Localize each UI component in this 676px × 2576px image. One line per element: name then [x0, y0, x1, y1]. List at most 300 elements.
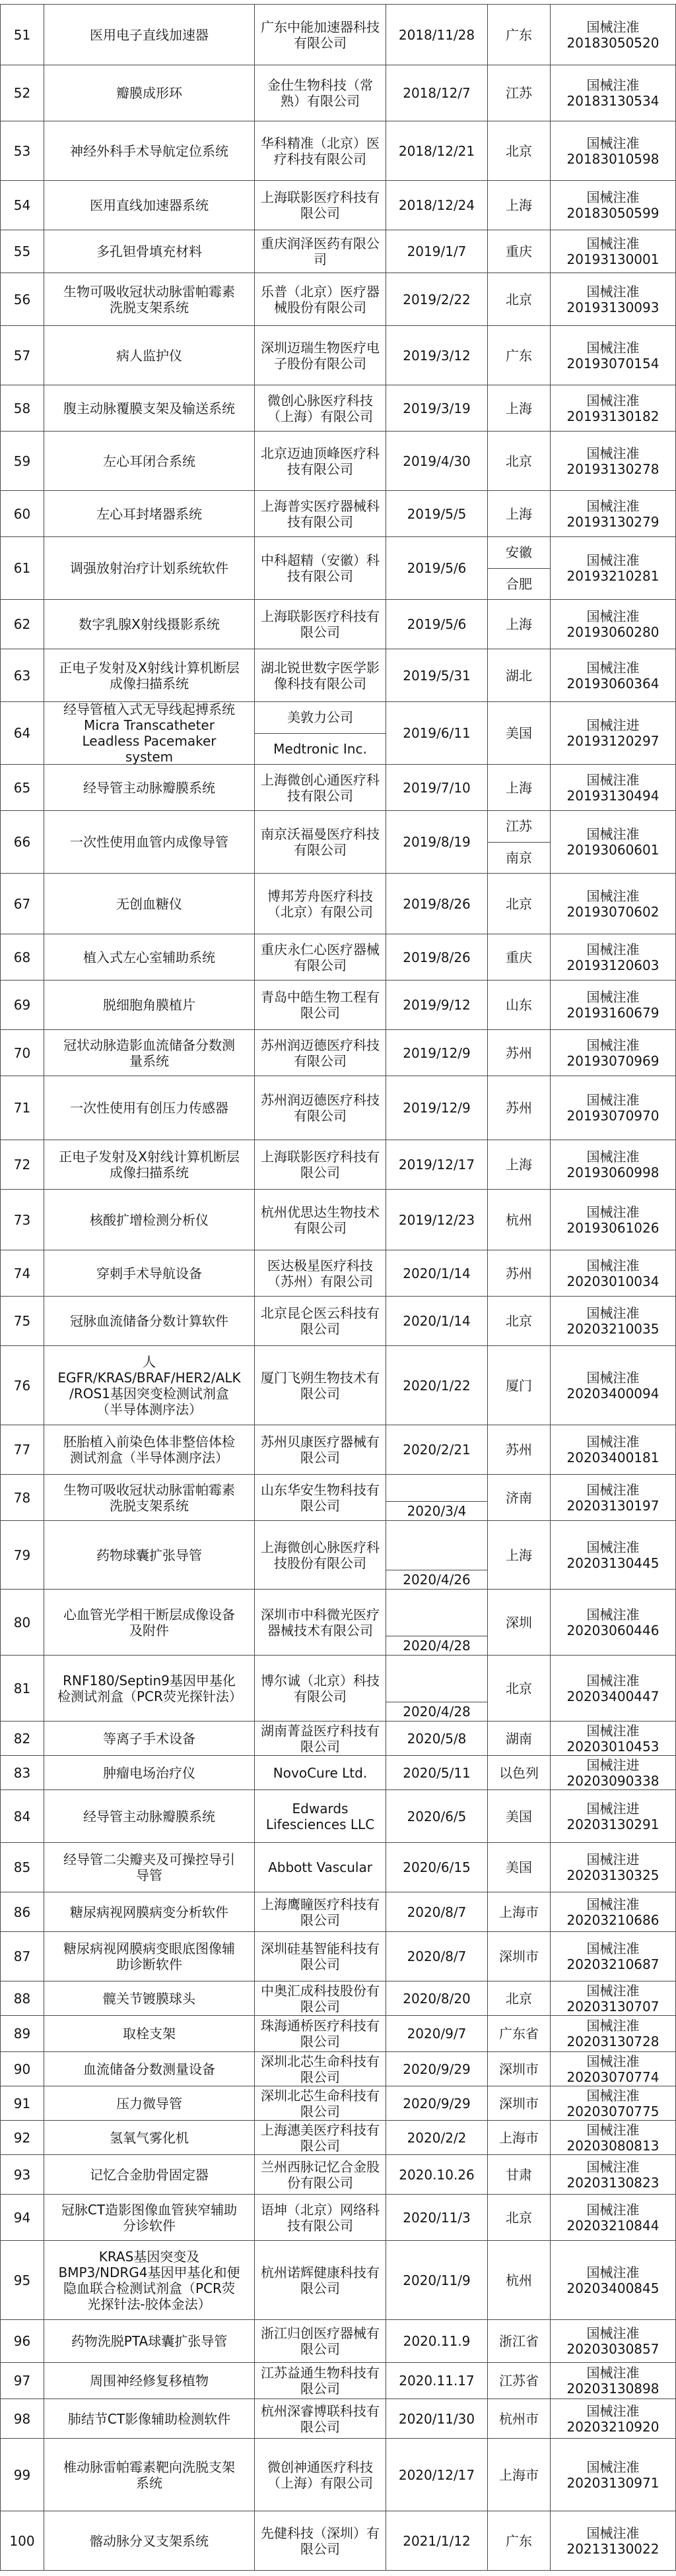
row-number: 98 [0, 2399, 44, 2439]
registration-number [551, 2320, 676, 2363]
registration-number [551, 1076, 676, 1140]
table-row [0, 1790, 676, 1843]
registration-number [551, 65, 676, 121]
company-name: 上海潓美医疗科技有限公司 [255, 2121, 386, 2155]
table-row [0, 1030, 676, 1076]
product-name: 一次性使用有创压力传感器 [44, 1076, 255, 1140]
registration-code: 20203210687 [566, 1956, 659, 1972]
registration-number [551, 1981, 676, 2016]
company-name: 华科精准（北京）医疗科技有限公司 [255, 121, 386, 181]
registration-code: 20193070969 [566, 1052, 659, 1069]
location: 山东 [488, 981, 551, 1030]
location: 以色列 [488, 1756, 551, 1790]
location: 北京 [488, 2195, 551, 2241]
company-name: 深圳北芯生命科技有限公司 [255, 2052, 386, 2086]
registration-code: 20203130728 [566, 2034, 659, 2049]
row-number: 73 [0, 1190, 44, 1250]
registration-type: 国械注准 [586, 1434, 640, 1450]
registration-number [551, 1656, 676, 1722]
approval-date-value: 2020/4/26 [386, 1570, 487, 1589]
table-row [0, 649, 676, 702]
registration-type: 国械注准 [586, 18, 640, 35]
location: 北京 [488, 121, 551, 181]
table-row [0, 1756, 676, 1790]
registration-number [551, 1475, 676, 1521]
registration-code: 20193060998 [566, 1165, 659, 1180]
product-name: 正电子发射及X射线计算机断层成像扫描系统 [44, 649, 255, 702]
approval-date: 2020/1/14 [386, 1297, 488, 1346]
registration-number [551, 2399, 676, 2439]
location: 广东 [488, 326, 551, 385]
registration-number [551, 121, 676, 181]
registration-code: 20203130291 [566, 1816, 659, 1832]
registration-type: 国械注准 [586, 2365, 640, 2381]
location: 甘肃 [488, 2155, 551, 2195]
registration-number [551, 2016, 676, 2052]
product-name: 周围神经修复移植物 [44, 2363, 255, 2399]
registration-code: 20203070774 [566, 2069, 659, 2085]
row-number: 60 [0, 491, 44, 537]
row-number: 88 [0, 1981, 44, 2016]
table-row [0, 2052, 676, 2086]
company-name: Edwards Lifesciences LLC [255, 1790, 386, 1843]
row-number: 84 [0, 1790, 44, 1843]
registration-code: 20183050599 [566, 205, 659, 221]
location: 深圳市 [488, 2086, 551, 2121]
registration-code: 20203060446 [566, 1622, 659, 1638]
registration-number [551, 1790, 676, 1843]
row-number: 65 [0, 765, 44, 811]
registration-code: 20203030857 [566, 2341, 659, 2357]
table-row [0, 874, 676, 934]
row-number: 100 [0, 2511, 44, 2571]
product-name-line: Micra Transcatheter Leadless Pacemaker system [82, 717, 217, 765]
company-name: 深圳北芯生命科技有限公司 [255, 2086, 386, 2121]
registration-number [551, 649, 676, 702]
registration-code: 20193130279 [566, 513, 659, 530]
registration-code: 20193130182 [566, 408, 659, 424]
registration-code: 20193120297 [566, 733, 659, 749]
approval-date: 2019/3/19 [386, 385, 488, 432]
row-number: 58 [0, 385, 44, 432]
product-name: 氢氧气雾化机 [44, 2121, 255, 2155]
table-row [0, 432, 676, 491]
registration-type: 国械注准 [586, 1539, 640, 1555]
registration-type: 国械注准 [586, 941, 640, 957]
approval-date: 2021/1/12 [386, 2511, 488, 2571]
company-name: 微创神通医疗科技（上海）有限公司 [255, 2439, 386, 2511]
location: 广东 [488, 5, 551, 65]
company-name: 苏州润迈德医疗科技有限公司 [255, 1030, 386, 1076]
registration-type: 国械注准 [586, 2201, 640, 2218]
registration-type: 国械注准 [586, 1941, 640, 1956]
company-name: 山东华安生物科技有限公司 [255, 1475, 386, 1521]
approval-date: 2020/1/14 [386, 1250, 488, 1297]
registration-code: 20203400845 [566, 2280, 659, 2296]
registration-type: 国械注准 [586, 2087, 640, 2104]
registration-code: 20203070775 [566, 2103, 659, 2119]
location: 美国 [488, 702, 551, 765]
product-name: 胚胎植入前染色体非整倍体检测试剂盒（半导体测序法） [44, 1425, 255, 1475]
company-name: 微创心脉医疗科技（上海）有限公司 [255, 385, 386, 432]
product-name: 数字乳腺X射线摄影系统 [44, 600, 255, 649]
product-name: 等离子手术设备 [44, 1722, 255, 1756]
approval-date-value: 2020/4/28 [386, 1636, 487, 1655]
table-row [0, 2511, 676, 2571]
registration-type: 国械注准 [586, 2264, 640, 2280]
table-row [0, 385, 676, 432]
registration-number [551, 1346, 676, 1425]
registration-code: 20203080813 [566, 2137, 659, 2154]
table-row [0, 1981, 676, 2016]
registration-type: 国械注准 [586, 2402, 640, 2419]
company-name: 上海联影医疗科技有限公司 [255, 181, 386, 230]
company-name: 青岛中皓生物工程有限公司 [255, 981, 386, 1030]
company-name: 先健科技（深圳）有限公司 [255, 2511, 386, 2571]
company-name: 乐普（北京）医疗器械股份有限公司 [255, 273, 386, 326]
registration-number [551, 2052, 676, 2086]
registration-type: 国械注准 [586, 2121, 640, 2138]
registration-code: 20193130093 [566, 299, 659, 315]
row-number: 90 [0, 2052, 44, 2086]
company-name: 珠海通桥医疗科技有限公司 [255, 2016, 386, 2052]
registration-type: 国械注准 [586, 1092, 640, 1108]
product-name: 无创血糖仪 [44, 874, 255, 934]
table-row [0, 981, 676, 1030]
registration-number [551, 1843, 676, 1892]
registration-type: 国械注准 [586, 1257, 640, 1273]
product-name: 调强放射治疗计划系统软件 [44, 537, 255, 600]
company-name: Abbott Vascular [255, 1843, 386, 1892]
row-number: 95 [0, 2241, 44, 2320]
product-name: 记忆合金肋骨固定器 [44, 2155, 255, 2195]
company-name: 厦门飞朔生物技术有限公司 [255, 1346, 386, 1425]
company-name: 苏州贝康医疗器械有限公司 [255, 1425, 386, 1475]
location-part: 安徽 [506, 544, 532, 561]
registration-number [551, 874, 676, 934]
registration-type: 国械注准 [586, 887, 640, 904]
registration-number [551, 181, 676, 230]
table-row [0, 2320, 676, 2363]
table-row [0, 1425, 676, 1475]
company-name: 湖南菁益医疗科技有限公司 [255, 1722, 386, 1756]
location: 苏州 [488, 1076, 551, 1140]
registration-code: 20203130823 [566, 2174, 659, 2191]
registration-number [551, 491, 676, 537]
registration-code: 20203130445 [566, 1555, 659, 1571]
product-name: 瓣膜成形环 [44, 65, 255, 121]
company-name: 南京沃福曼医疗科技有限公司 [255, 811, 386, 874]
registration-code: 20203130197 [566, 1497, 659, 1514]
row-number: 74 [0, 1250, 44, 1297]
company-name: 博尔诚（北京）科技有限公司 [255, 1656, 386, 1722]
table-row [0, 273, 676, 326]
row-number: 86 [0, 1892, 44, 1932]
row-number: 57 [0, 326, 44, 385]
product-name: 正电子发射及X射线计算机断层成像扫描系统 [44, 1140, 255, 1190]
row-number: 80 [0, 1590, 44, 1656]
location: 美国 [488, 1790, 551, 1843]
registration-type: 国械注准 [586, 826, 640, 842]
product-name: 医用电子直线加速器 [44, 5, 255, 65]
location: 苏州 [488, 1425, 551, 1475]
location-part: 南京 [488, 842, 550, 874]
registration-number [551, 230, 676, 273]
table-row [0, 702, 676, 765]
table-row [0, 765, 676, 811]
approval-date: 2020/9/7 [386, 2016, 488, 2052]
registration-number [551, 273, 676, 326]
product-name: 病人监护仪 [44, 326, 255, 385]
approval-date: 2019/9/12 [386, 981, 488, 1030]
registration-type: 国械注进 [586, 717, 640, 733]
registration-code: 20203400447 [566, 1688, 659, 1704]
approval-date-value: 2020/3/4 [386, 1501, 487, 1520]
registration-type: 国械注准 [586, 498, 640, 514]
approval-date: 2020/2/21 [386, 1425, 488, 1475]
table-row [0, 491, 676, 537]
registration-number [551, 1190, 676, 1250]
registration-number [551, 2363, 676, 2399]
registration-code: 20183050520 [566, 34, 659, 51]
product-name: 人EGFR/KRAS/BRAF/HER2/ALK/ROS1基因突变检测试剂盒（半导体测序法） [44, 1346, 255, 1425]
location [488, 811, 551, 874]
approval-date: 2019/7/10 [386, 765, 488, 811]
approval-date [386, 1656, 488, 1722]
registration-type: 国械注准 [586, 283, 640, 300]
approval-date: 2019/5/6 [386, 537, 488, 600]
company-name: 湖北锐世数字医学影像科技有限公司 [255, 649, 386, 702]
product-name: 血流储备分数测量设备 [44, 2052, 255, 2086]
location: 厦门 [488, 1346, 551, 1425]
row-number: 66 [0, 811, 44, 874]
approval-date: 2020.11.17 [386, 2363, 488, 2399]
approval-date-value: 2020/4/28 [386, 1702, 487, 1721]
product-name: 冠脉血流储备分数计算软件 [44, 1297, 255, 1346]
company-name: 上海鹰瞳医疗科技有限公司 [255, 1892, 386, 1932]
row-number: 62 [0, 600, 44, 649]
company-name: 重庆永仁心医疗器械有限公司 [255, 934, 386, 981]
registration-type: 国械注准 [586, 189, 640, 205]
location: 上海 [488, 181, 551, 230]
registration-number [551, 537, 676, 600]
company-name [255, 702, 386, 765]
approval-date: 2019/12/23 [386, 1190, 488, 1250]
approval-date: 2019/1/7 [386, 230, 488, 273]
approval-date: 2020/6/5 [386, 1790, 488, 1843]
product-name: 糖尿病视网膜病变分析软件 [44, 1892, 255, 1932]
row-number: 55 [0, 230, 44, 273]
table-row [0, 326, 676, 385]
company-name: 兰州西脉记忆合金股份有限公司 [255, 2155, 386, 2195]
registration-number [551, 1892, 676, 1932]
registration-number [551, 981, 676, 1030]
table-row [0, 1656, 676, 1722]
table-row [0, 65, 676, 121]
registration-number [551, 1590, 676, 1656]
approval-date: 2018/12/7 [386, 65, 488, 121]
row-number: 82 [0, 1722, 44, 1756]
table-row [0, 2155, 676, 2195]
registration-type: 国械注准 [586, 1037, 640, 1053]
row-number: 83 [0, 1756, 44, 1790]
approval-date: 2019/8/19 [386, 811, 488, 874]
location: 深圳市 [488, 2052, 551, 2086]
table-row [0, 1475, 676, 1521]
registration-type: 国械注准 [586, 608, 640, 624]
table-row [0, 121, 676, 181]
table-row [0, 181, 676, 230]
company-name: 上海微创心脉医疗科技股份有限公司 [255, 1521, 386, 1590]
location: 北京 [488, 432, 551, 491]
product-name: 髋关节镀膜球头 [44, 1981, 255, 2016]
row-number: 52 [0, 65, 44, 121]
location: 北京 [488, 273, 551, 326]
location: 北京 [488, 1656, 551, 1722]
registration-number [551, 1250, 676, 1297]
location: 广东省 [488, 2016, 551, 2052]
product-name: 医用直线加速器系统 [44, 181, 255, 230]
location: 湖南 [488, 1722, 551, 1756]
product-name: 压力微导管 [44, 2086, 255, 2121]
registration-type: 国械注准 [586, 1481, 640, 1498]
company-name-part: 美敦力公司 [287, 709, 353, 726]
approval-date: 2019/8/26 [386, 874, 488, 934]
registration-code: 20203010453 [566, 1738, 659, 1755]
location-part: 合肥 [488, 568, 550, 600]
product-name: 药物球囊扩张导管 [44, 1521, 255, 1590]
company-name: 北京昆仑医云科技有限公司 [255, 1297, 386, 1346]
product-name: 药物洗脱PTA球囊扩张导管 [44, 2320, 255, 2363]
product-name: 肿瘤电场治疗仪 [44, 1756, 255, 1790]
approval-date: 2020/8/20 [386, 1981, 488, 2016]
registration-code: 20203210920 [566, 2418, 659, 2435]
company-name: 浙江归创医疗器械有限公司 [255, 2320, 386, 2363]
table-row [0, 1140, 676, 1190]
table-row [0, 811, 676, 874]
registration-type: 国械注准 [586, 2158, 640, 2175]
table-row [0, 2121, 676, 2155]
approval-date [386, 1475, 488, 1521]
location: 上海 [488, 1140, 551, 1190]
company-name: 深圳市中科微光医疗器械技术有限公司 [255, 1590, 386, 1656]
row-number: 75 [0, 1297, 44, 1346]
registration-type: 国械注准 [586, 2525, 640, 2541]
approval-date: 2019/6/11 [386, 702, 488, 765]
approval-date: 2020/6/15 [386, 1843, 488, 1892]
registration-type: 国械注准 [586, 339, 640, 356]
location: 美国 [488, 1843, 551, 1892]
approval-date: 2020/5/8 [386, 1722, 488, 1756]
table-row [0, 1521, 676, 1590]
location: 上海 [488, 491, 551, 537]
registration-code: 20203010034 [566, 1273, 659, 1289]
company-name: 北京迈迪顶峰医疗科技有限公司 [255, 432, 386, 491]
company-name: 中科超精（安徽）科技有限公司 [255, 537, 386, 600]
table-row [0, 2439, 676, 2511]
registration-number [551, 702, 676, 765]
location: 上海 [488, 385, 551, 432]
registration-type: 国械注准 [586, 2018, 640, 2034]
product-name: 生物可吸收冠状动脉雷帕霉素洗脱支架系统 [44, 273, 255, 326]
location: 北京 [488, 874, 551, 934]
registration-number [551, 2155, 676, 2195]
row-number: 79 [0, 1521, 44, 1590]
row-number: 68 [0, 934, 44, 981]
registration-number [551, 1521, 676, 1590]
row-number: 87 [0, 1932, 44, 1981]
table-row [0, 2241, 676, 2320]
registration-number [551, 2511, 676, 2571]
location: 深圳 [488, 1590, 551, 1656]
registration-type: 国械注准 [586, 1722, 640, 1739]
product-name: 取栓支架 [44, 2016, 255, 2052]
approval-date: 2020/5/11 [386, 1756, 488, 1790]
product-name: RNF180/Septin9基因甲基化检测试剂盒（PCR荧光探针法） [44, 1656, 255, 1722]
registration-number [551, 1425, 676, 1475]
registration-number [551, 811, 676, 874]
row-number: 71 [0, 1076, 44, 1140]
product-name: 冠状动脉造影血流储备分数测量系统 [44, 1030, 255, 1076]
location: 上海 [488, 1521, 551, 1590]
row-number: 59 [0, 432, 44, 491]
location: 杭州 [488, 1190, 551, 1250]
approval-date: 2020/9/29 [386, 2086, 488, 2121]
registration-number [551, 600, 676, 649]
location: 苏州 [488, 1030, 551, 1076]
registration-code: 20203400094 [566, 1385, 659, 1401]
product-name: 多孔钽骨填充材料 [44, 230, 255, 273]
approval-date: 2019/5/6 [386, 600, 488, 649]
registration-code: 20203130971 [566, 2474, 659, 2491]
row-number: 78 [0, 1475, 44, 1521]
registration-type: 国械注准 [586, 2053, 640, 2069]
registration-code: 20193070154 [566, 355, 659, 371]
table-row [0, 5, 676, 65]
location [488, 537, 551, 600]
registration-type: 国械注进 [586, 1800, 640, 1817]
registration-type: 国械注准 [586, 445, 640, 461]
company-name: 上海普实医疗器械科技有限公司 [255, 491, 386, 537]
approval-date: 2019/5/31 [386, 649, 488, 702]
location: 湖北 [488, 649, 551, 702]
registration-code: 20193070970 [566, 1108, 659, 1124]
product-name: 左心耳封堵器系统 [44, 491, 255, 537]
company-name: 上海微创心通医疗科技有限公司 [255, 765, 386, 811]
product-name: 腹主动脉覆膜支架及输送系统 [44, 385, 255, 432]
product-name: 神经外科手术导航定位系统 [44, 121, 255, 181]
row-number: 77 [0, 1425, 44, 1475]
row-number: 53 [0, 121, 44, 181]
approval-date: 2019/3/12 [386, 326, 488, 385]
registration-code: 20203210844 [566, 2217, 659, 2234]
approval-date: 2020/1/22 [386, 1346, 488, 1425]
company-name: 上海联影医疗科技有限公司 [255, 1140, 386, 1190]
location: 上海市 [488, 2121, 551, 2155]
registration-number [551, 1297, 676, 1346]
registration-code: 20183010598 [566, 150, 659, 167]
registration-type: 国械注准 [586, 135, 640, 151]
table-row [0, 1932, 676, 1981]
row-number: 97 [0, 2363, 44, 2399]
registration-code: 20193130001 [566, 251, 659, 267]
product-name: 椎动脉雷帕霉素靶向洗脱支架系统 [44, 2439, 255, 2511]
company-name: 医达极星医疗科技（苏州）有限公司 [255, 1250, 386, 1297]
table-row [0, 2399, 676, 2439]
company-name-part: Medtronic Inc. [255, 733, 386, 765]
registration-type: 国械注准 [586, 1204, 640, 1220]
company-name: 广东中能加速器科技有限公司 [255, 5, 386, 65]
